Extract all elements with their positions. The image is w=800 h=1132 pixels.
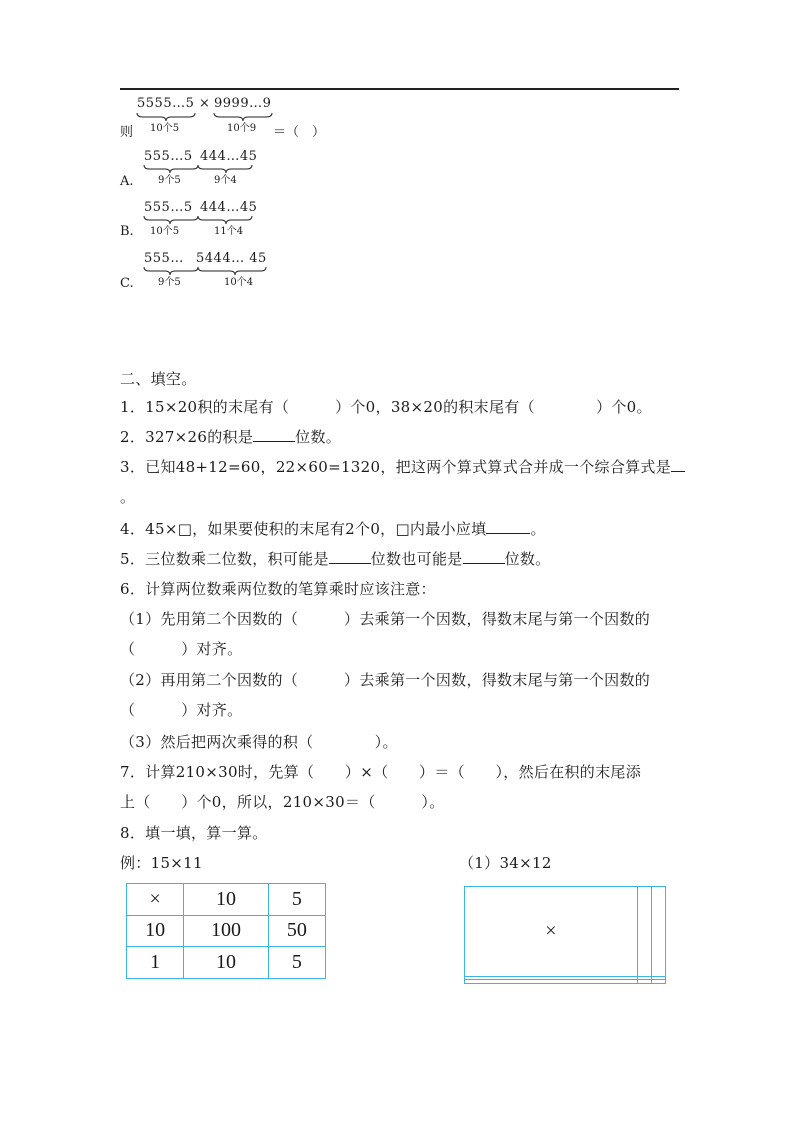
table-cell-input[interactable] — [637, 887, 651, 977]
question-7: 7．计算210×30时，先算（ ）×（ ）＝（ ），然后在积的末尾添 — [120, 763, 642, 781]
example-label: 例：15×11 — [120, 854, 203, 872]
answer-blank[interactable] — [329, 549, 371, 564]
times-sign: × — [199, 96, 211, 111]
table-row — [465, 887, 666, 977]
question-5-text: 5．三位数乘二位数，积可能是 — [120, 550, 329, 568]
option-part1: 555…5 — [144, 200, 193, 215]
table-row — [465, 980, 666, 984]
answer-blank[interactable] — [253, 427, 295, 442]
question-6-2-cont: （ ）对齐。 — [120, 701, 243, 719]
table-cell: 10 — [184, 947, 269, 979]
number-9999: 9999…9 — [214, 96, 272, 111]
question-6-1: （1）先用第二个因数的（ ）去乘第一个因数，得数末尾与第一个因数的 — [120, 610, 651, 628]
question-4-tail: 。 — [530, 520, 546, 538]
question-6-2: （2）再用第二个因数的（ ）去乘第一个因数，得数末尾与第一个因数的 — [120, 671, 651, 689]
table-cell-input[interactable] — [637, 980, 651, 984]
option-letter: B. — [120, 224, 134, 239]
question-5-mid: 位数也可能是 — [370, 550, 463, 568]
question-1: 1．15×20积的末尾有（ ）个0，38×20的积末尾有（ ）个0。 — [120, 398, 652, 416]
number-5555: 5555…5 — [137, 96, 195, 111]
question-3 — [120, 456, 685, 477]
section-title: 二、填空。 — [120, 370, 197, 388]
table-cell: × — [127, 884, 184, 916]
option-label2: 9个4 — [214, 175, 237, 186]
option-part1: 555…5 — [144, 149, 193, 164]
table-cell-input[interactable] — [651, 887, 665, 977]
option-label1: 9个5 — [158, 175, 181, 186]
answer-blank[interactable] — [671, 457, 685, 472]
answer-blank[interactable] — [486, 519, 530, 534]
option-part2: 5444… 45 — [196, 251, 267, 266]
option-letter: A. — [120, 174, 134, 189]
option-label1: 9个5 — [158, 277, 181, 288]
option-label2: 10个4 — [224, 277, 254, 288]
question-2-text: 2．327×26的积是 — [120, 428, 254, 446]
question-4 — [120, 518, 546, 539]
question-6-3: （3）然后把两次乘得的积（ ）。 — [120, 733, 398, 751]
question-7-cont: 上（ ）个0，所以，210×30＝（ ）。 — [120, 793, 445, 811]
option-letter: C. — [120, 276, 134, 291]
option-part2: 444…45 — [200, 200, 258, 215]
table-row — [127, 947, 326, 979]
table-row — [127, 884, 326, 916]
table-row — [127, 915, 326, 947]
table-cell: 5 — [268, 947, 325, 979]
question-5-tail: 位数。 — [504, 550, 551, 568]
table-cell: 100 — [184, 915, 269, 947]
table-cell: 5 — [268, 884, 325, 916]
top-rule — [120, 88, 679, 90]
equals-blank: ＝（ ） — [273, 125, 326, 140]
option-label2: 11个4 — [214, 226, 244, 237]
table-cell: × — [465, 887, 638, 977]
question-3-text: 3．已知48+12=60，22×60=1320，把这两个算式算式合并成一个综合算式是 — [120, 458, 672, 476]
question-5 — [120, 548, 550, 569]
question-8: 8．填一填，算一算。 — [120, 824, 268, 842]
count-label-1: 10个5 — [150, 123, 180, 134]
question-6-1-cont: （ ）对齐。 — [120, 640, 243, 658]
option-part1: 555… — [144, 251, 184, 266]
table-cell-input[interactable] — [465, 980, 638, 984]
question-4-text: 4．45×□，如果要使积的末尾有2个0，□内最小应填 — [120, 520, 487, 538]
question-3-end: 。 — [120, 488, 136, 506]
table-cell: 10 — [127, 915, 184, 947]
table-cell-input[interactable] — [651, 980, 665, 984]
prefix-text: 则 — [120, 125, 134, 140]
option-part2: 444…45 — [200, 149, 258, 164]
question-2-tail: 位数。 — [295, 428, 342, 446]
exercise-1-label: （1）34×12 — [459, 854, 552, 872]
table-cell: 10 — [184, 884, 269, 916]
example-table — [126, 883, 326, 979]
option-label1: 10个5 — [150, 226, 180, 237]
question-2 — [120, 426, 341, 447]
answer-blank[interactable] — [463, 549, 505, 564]
exercise-1-table[interactable] — [464, 886, 666, 984]
table-cell: 50 — [268, 915, 325, 947]
table-cell: 1 — [127, 947, 184, 979]
question-6: 6．计算两位数乘两位数的笔算乘时应该注意： — [120, 580, 436, 598]
count-label-2: 10个9 — [227, 123, 257, 134]
